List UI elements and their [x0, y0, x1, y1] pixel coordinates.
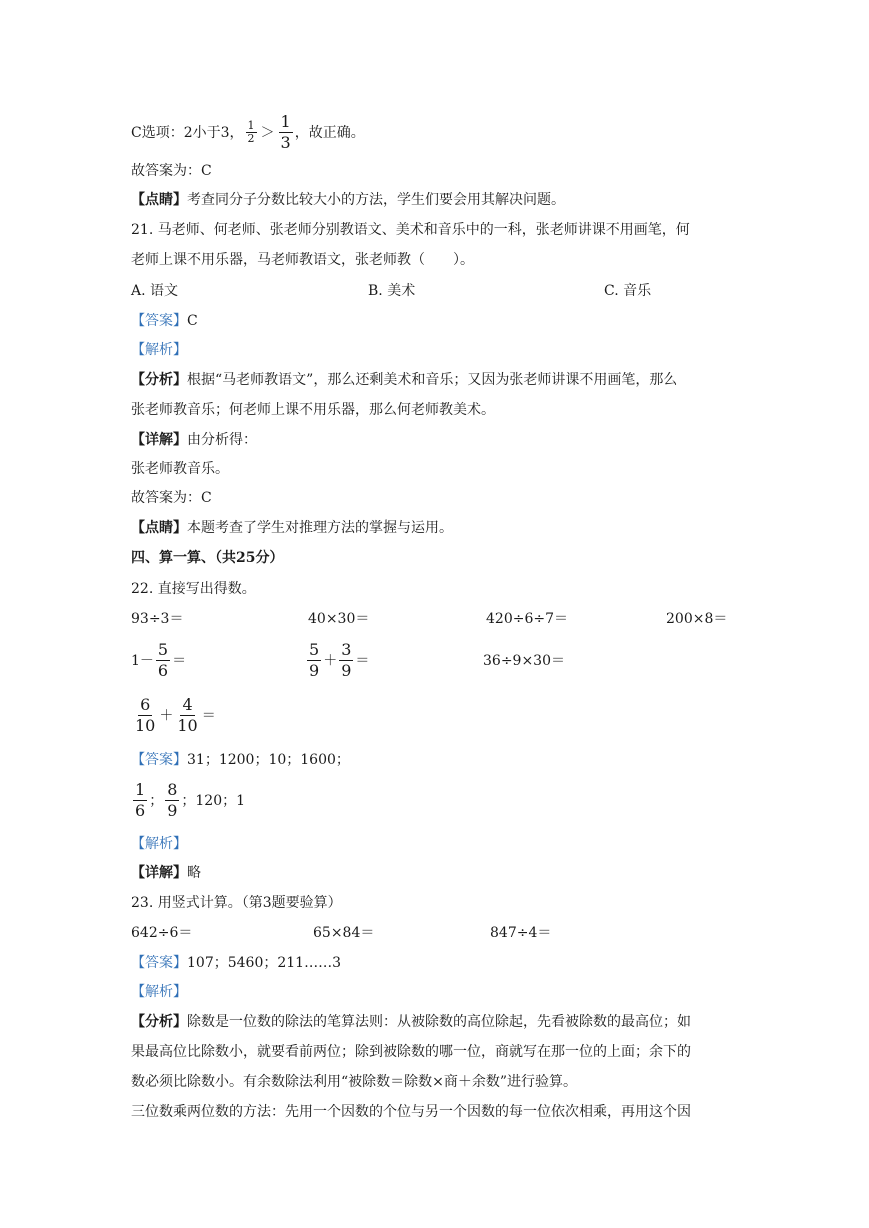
q21-option-b: B. 美术	[368, 283, 416, 299]
answer-22-values: 31；1200；10；1600；	[187, 752, 350, 768]
fraction-five-sixths: $\frac{5}{6}$	[157, 640, 169, 680]
answer-21-tag: 【答案】	[131, 313, 187, 329]
fraction-six-tenths: $\frac{6}{10}$	[135, 695, 156, 735]
fenxi-21-line-1	[131, 370, 677, 390]
analysis-22-tag: 【解析】	[131, 836, 187, 852]
answer-23-tag: 【答案】	[131, 955, 187, 971]
fenxi-23-line-4: 三位数乘两位数的方法：先用一个因数的个位与另一个因数的每一位依次相乘，再用这个因	[131, 1104, 691, 1120]
tip-20	[131, 190, 565, 210]
xiangjie-21-line-1	[131, 430, 257, 450]
answer-22-tag: 【答案】	[131, 752, 187, 768]
question-21-line-2: 老师上课不用乐器，马老师教语文，张老师教（ ）。	[131, 252, 474, 268]
fenxi-21-tag: 【分析】	[131, 372, 187, 388]
xiangjie-21-line-2: 张老师教音乐。	[131, 461, 229, 477]
tip-21-tag: 【点睛】	[131, 520, 187, 536]
c-option-prefix: C选项：2小于3，	[131, 124, 244, 141]
fenxi-23-line-1	[131, 1012, 691, 1032]
q22-expr-8: $\frac{6}{10}$ ＋ $\frac{4}{10}$ ＝	[135, 695, 216, 735]
analysis-21-tag: 【解析】	[131, 342, 187, 358]
fenxi-23-line-2: 果最高位比除数小，就要看前两位；除到被除数的哪一位，商就写在那一位的上面；余下的	[131, 1044, 691, 1060]
q22-expr-1: 93÷3＝	[131, 611, 184, 627]
fenxi-21-line-2: 张老师教音乐；何老师上课不用乐器，那么何老师教美术。	[131, 402, 495, 418]
answer-22-line-1	[131, 750, 350, 770]
q22-expr-2: 40×30＝	[308, 611, 370, 627]
greater-than-sign: ＞	[260, 124, 275, 141]
q22-expr-7: 36÷9×30＝	[483, 653, 565, 669]
fraction-eight-ninths: $\frac{8}{9}$	[167, 780, 178, 820]
xiangjie-22	[131, 863, 201, 883]
c-option-suffix: ，故正确。	[294, 124, 365, 141]
fraction-three-ninths: $\frac{3}{9}$	[341, 640, 352, 680]
tip-21-text: 本题考查了学生对推理方法的掌握与运用。	[187, 520, 453, 536]
fenxi-23-text-1: 除数是一位数的除法的笔算法则：从被除数的高位除起，先看被除数的最高位；如	[187, 1014, 691, 1030]
fraction-one-half: $\frac{1}{2}$	[247, 119, 255, 145]
xiangjie-22-tag: 【详解】	[131, 865, 187, 881]
q22-expr-3: 420÷6÷7＝	[486, 611, 568, 627]
fraction-one-sixth: $\frac{1}{6}$	[135, 780, 146, 820]
answer-20-line: 故答案为：C	[131, 163, 212, 179]
question-23-title: 23. 用竖式计算。（第3题要验算）	[131, 895, 342, 911]
xiangjie-21-tag: 【详解】	[131, 432, 187, 448]
answer-23-value: 107；5460；211……3	[187, 955, 341, 971]
xiangjie-21-text: 由分析得：	[187, 432, 257, 448]
fraction-five-ninths: $\frac{5}{9}$	[309, 640, 320, 680]
tip-21	[131, 518, 453, 538]
analysis-23-tag: 【解析】	[131, 984, 187, 1000]
c-option-line	[131, 112, 365, 153]
answer-22-line-2: $\frac{1}{6}$ ； $\frac{8}{9}$ ；120；1	[135, 780, 246, 820]
q22-expr-5: 1－ $\frac{5}{6}$ ＝	[131, 640, 187, 680]
fraction-four-tenths: $\frac{4}{10}$	[177, 695, 198, 735]
tip-20-tag: 【点睛】	[131, 192, 187, 208]
q22-expr-4: 200×8＝	[666, 611, 728, 627]
tip-20-text: 考查同分子分数比较大小的方法，学生们要会用其解决问题。	[187, 192, 565, 208]
question-22-title: 22. 直接写出得数。	[131, 581, 256, 597]
answer-23	[131, 953, 341, 973]
q23-expr-2: 65×84＝	[313, 925, 375, 941]
answer-21-value: C	[187, 313, 198, 329]
xiangjie-22-text: 略	[187, 865, 201, 881]
fenxi-21-text-1: 根据“马老师教语文”，那么还剩美术和音乐；又因为张老师讲课不用画笔，那么	[187, 372, 678, 388]
fraction-one-third: $\frac{1}{3}$	[280, 112, 291, 152]
section-4-heading: 四、算一算、（共25分）	[131, 550, 284, 566]
answer-21	[131, 311, 198, 331]
q22-expr-6: $\frac{5}{9}$ ＋ $\frac{3}{9}$ ＝	[309, 640, 370, 680]
q23-expr-3: 847÷4＝	[490, 925, 552, 941]
q21-option-c: C. 音乐	[604, 283, 652, 299]
q21-option-a: A. 语文	[131, 283, 179, 299]
question-21-line-1: 21. 马老师、何老师、张老师分别教语文、美术和音乐中的一科，张老师讲课不用画笔，何	[131, 222, 690, 238]
fenxi-23-line-3: 数必须比除数小。有余数除法利用“被除数＝除数×商＋余数”进行验算。	[131, 1074, 578, 1090]
xiangjie-21-line-3: 故答案为：C	[131, 490, 212, 506]
q23-expr-1: 642÷6＝	[131, 925, 193, 941]
fenxi-23-tag: 【分析】	[131, 1014, 187, 1030]
